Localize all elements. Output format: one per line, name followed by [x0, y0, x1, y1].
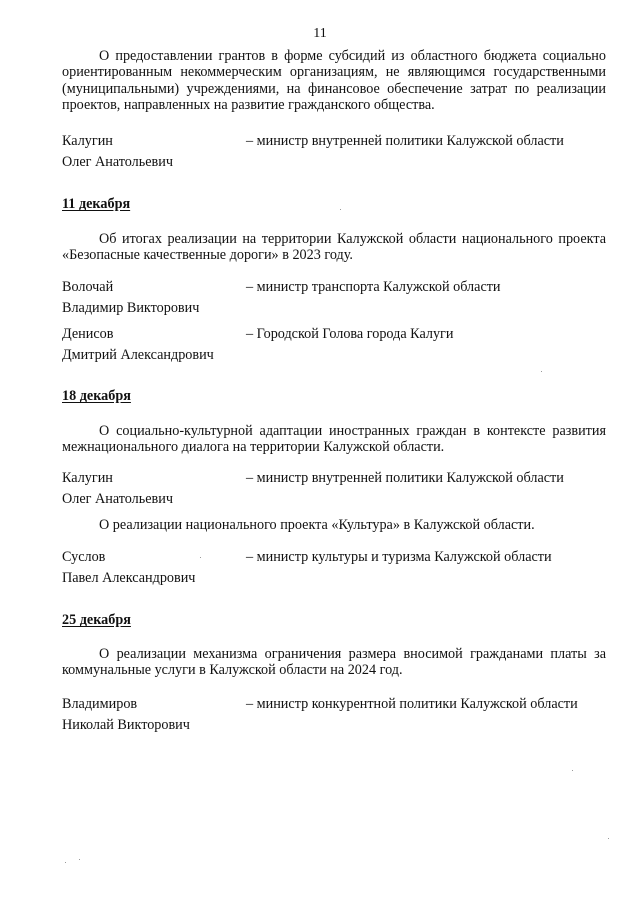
scan-speck [608, 838, 609, 839]
page-number: 11 [313, 26, 327, 41]
scan-speck [541, 371, 542, 372]
speaker-role: – министр транспорта Калужской области [246, 279, 501, 295]
agenda-topic: О предоставлении грантов в форме субсидий из областного бюджета социально ориентированным некоммерческим организациям, не являющимся государственными (муниципальными) учреждениями, на финансовое обеспечение затрат по реализации проектов, направленных на развитие гражданского общества. [62, 48, 606, 114]
scan-speck [65, 862, 66, 863]
speaker-given-names: Олег Анатольевич [62, 153, 173, 170]
speaker-role: – Городской Голова города Калуги [246, 326, 454, 342]
speaker-role: – министр культуры и туризма Калужской области [246, 549, 552, 565]
speaker-surname: Денисов [62, 326, 114, 342]
date-heading: 18 декабря [62, 388, 131, 404]
speaker-given-names: Владимир Викторович [62, 299, 200, 316]
agenda-topic: Об итогах реализации на территории Калужской области национального проекта «Безопасные качественные дороги» в 2023 году. [62, 231, 606, 264]
speaker-surname: Волочай [62, 279, 114, 295]
speaker-role: – министр внутренней политики Калужской области [246, 470, 564, 486]
speaker [62, 468, 608, 509]
speaker-surname: Калугин [62, 470, 113, 486]
agenda-topic: О реализации национального проекта «Культура» в Калужской области. [99, 517, 535, 533]
speaker-given-names: Олег Анатольевич [62, 490, 173, 507]
speaker-surname: Калугин [62, 133, 113, 149]
speaker-surname: Владимиров [62, 696, 138, 712]
scan-speck [572, 770, 573, 771]
scan-speck [79, 859, 80, 860]
speaker [62, 694, 608, 735]
scan-speck [340, 209, 341, 210]
date-heading: 25 декабря [62, 612, 131, 628]
speaker [62, 277, 608, 318]
speaker [62, 131, 608, 172]
speaker-given-names: Николай Викторович [62, 716, 190, 733]
speaker-given-names: Павел Александрович [62, 569, 196, 586]
date-heading: 11 декабря [62, 196, 131, 212]
speaker-given-names: Дмитрий Александрович [62, 346, 214, 363]
scan-speck [200, 557, 201, 558]
speaker [62, 324, 608, 365]
agenda-topic: О социально-культурной адаптации иностранных граждан в контексте развития межнационального диалога на территории Калужской области. [62, 423, 606, 456]
speaker-role: – министр внутренней политики Калужской области [246, 133, 564, 149]
speaker-surname: Суслов [62, 549, 106, 565]
speaker-role: – министр конкурентной политики Калужской области [246, 696, 578, 712]
agenda-topic: О реализации механизма ограничения размера вносимой гражданами платы за коммунальные услуги в Калужской области на 2024 год. [62, 646, 606, 679]
speaker [62, 547, 608, 588]
